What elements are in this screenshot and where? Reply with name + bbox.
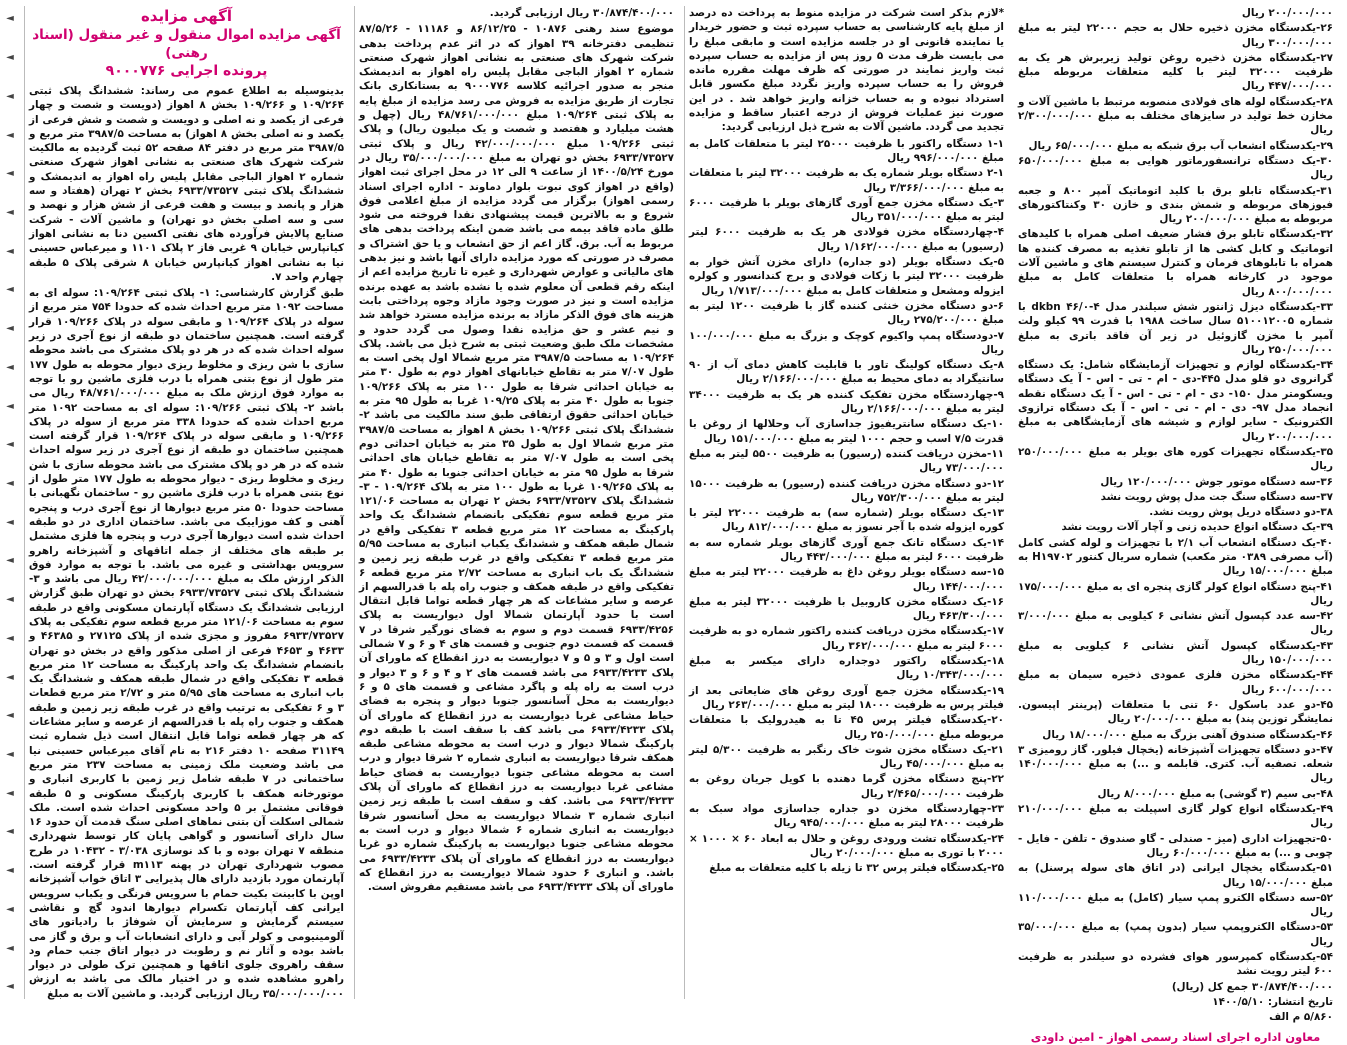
list-item: ۷-دودستگاه پمپ واکیوم کوچک و بزرگ به مبلغ ۱۰۰/۰۰۰/۰۰۰ ریال (689, 329, 1004, 356)
case-number: پرونده اجرایی ۹۰۰۰۷۷۶ (105, 63, 268, 79)
arrow-left-icon: ◄ (6, 90, 14, 102)
list-item: ۱۱-مخزن دریافت کننده (رسیور) به ظرفیت ۵۵۰۰ لیتر به مبلغ ۷۳/۰۰۰/۰۰۰ ریال (689, 447, 1004, 475)
list-item: ۲۵-یکدستگاه فیلتر پرس ۳۲ تا زیله با کلیه متعلقات به مبلغ (709, 862, 1004, 875)
list-item: ۲۰۰/۰۰۰/۰۰۰ ریال (1241, 7, 1333, 19)
list-item: ۳۳-یکدستگاه دیزل ژانتور شش سیلندر مدل dkbn ۴۶/۰-۴ با شماره ۵۱۰۰۱۲۰۰۵ سال ساخت ۱۹۸۸ با قدرت ۹۹ کیلو ولت آمپر با مخزن گازوئیل در زیر آن فاقد باتری به مبلغ ۲۵۰/۰۰۰/۰۰۰ ریال (1018, 300, 1334, 356)
list-item: ۴۸-بی سیم (۳ گوشی) به مبلغ ۸/۰۰۰/۰۰۰ ریال (1097, 787, 1333, 800)
machinery-list-1 (689, 137, 1004, 876)
arrow-left-icon: ◄ (6, 52, 14, 64)
list-item: ۵۱-یکدستگاه یخچال ایرانی (در اتاق های سوله پرسنل) به مبلغ ۱۵/۰۰۰/۰۰۰ ریال (1018, 862, 1333, 889)
column-2 (354, 6, 678, 999)
list-item: ۱۶-یک دستگاه مخزن کاروبیل با ظرفیت ۳۲۰۰۰ لیتر به مبلغ ۴۶۳/۳۰۰/۰۰۰ ریال (689, 595, 1004, 623)
arrow-left-icon: ◄ (6, 129, 14, 141)
arrow-left-icon: ◄ (6, 516, 14, 528)
list-item: ۳۸-دو دستگاه دریل پوش رویت نشد. (1149, 506, 1333, 519)
list-item: ۲۴-یکدستگاه تشت ورودی روغن و حلال به ابعاد ۶۰ × ۱۰۰۰ × ۲۰۰۰ با توری به مبلغ ۲۰/۰۰۰/۰۰۰ ریال (689, 832, 1004, 859)
signature-line: معاون اداره اجرای اسناد رسمی اهواز - امین داودی (1030, 1030, 1321, 1045)
column-4 (1014, 6, 1337, 1045)
arrow-left-icon: ◄ (6, 826, 14, 838)
list-item: ۲۱-یک دستگاه مخزن شوت خاک رنگبر به ظرفیت ۵/۳۰۰ لیتر به مبلغ ۴۵/۰۰۰/۰۰۰ ریال (689, 743, 1005, 771)
list-item: ۲۶-یکدستگاه مخزن ذخیره حلال به حجم ۲۲۰۰۰ لیتر به مبلغ ۳۰۰/۰۰۰/۰۰۰ ریال (1018, 22, 1334, 49)
list-item: ۱۴-یک دستگاه تانک جمع آوری گازهای بویلر شماره سه به ظرفیت ۶۰۰۰ لیتر به مبلغ ۴۴۳/۰۰۰/۰۰۰ ریال (689, 536, 1004, 563)
list-item: ۱۰-یک دستگاه سانتریفیوژ جداسازی آب وحلالها از روغن با قدرت ۷/۵ اسب و حجم ۱۰۰۰ لیتر به مبلغ ۱۵۱/۰۰۰/۰۰۰ ریال (689, 418, 1004, 445)
list-item: ۲۷-یکدستگاه مخزن ذخیره روغن تولید زیربرش هر یک به ظرفیت ۳۲۰۰۰ لیتر با کلیه متعلقات مربوطه مبلغ ۴۴۷/۰۰۰/۰۰۰ ریال (1018, 51, 1333, 93)
list-item: ۶-دو دستگاه مخزن خنثی کننده گاز با ظرفیت ۱۲۰۰ لیتر به مبلغ ۲۷۵/۲۰۰/۰۰۰ ریال (689, 299, 1004, 327)
notice-title: آگهی مزایده (140, 7, 233, 25)
arrow-left-icon: ◄ (6, 981, 14, 993)
list-item: ۸-یک دستگاه کولینگ تاور با قابلیت کاهش دمای آب از ۹۰ سانتیگراد به دمای محیط به مبلغ ۲/۱۶۶/۰۰۰/۰۰۰ ریال (689, 359, 1004, 386)
arrow-left-icon: ◄ (6, 710, 14, 722)
column-3 (684, 6, 1008, 999)
list-item: ۹-چهاردستگاه مخزن تفکیک کننده هر یک به ظرفیت ۳۴۰۰۰ لیتر به مبلغ ۲/۱۶۶/۰۰۰/۰۰۰ ریال (689, 388, 1004, 416)
list-item: ۴۵-دو عدد باسکول ۶۰ تنی با متعلقات (پرینتر اپیسون. نمایشگر توزین پند) به مبلغ ۲۰/۰۰۰/۰۰۰ ریال (1018, 698, 1333, 726)
list-item: ۴۶-یکدستگاه صندوق آهنی بزرگ به مبلغ ۱۸/۰۰۰/۰۰۰ ریال (1042, 728, 1333, 741)
list-item: ۵-یک دستگاه بویلر (دو جداره) دارای مخزن آتش خوار به ظرفیت ۳۲۰۰۰ لیتر با زکات فولادی و برج کندانسور و کولره ایزوله ومشعل و متعلقات کامل به مبلغ ۱/۷۱۳/۰۰۰/۰۰۰ ریال (689, 256, 1004, 297)
arrow-left-icon: ◄ (6, 903, 14, 915)
list-item: ۲۳-چهاردستگاه مخزن دو جداره جداسازی مواد سبک به ظرفیت ۲۸۰۰۰ لیتر به مبلغ ۹۴۵/۰۰۰/۰۰۰ ریال (689, 803, 1004, 830)
arrow-left-icon: ◄ (6, 749, 14, 761)
list-item: ۳۰-یک دستگاه ترانسفورماتور هوایی به مبلغ ۶۵۰/۰۰۰/۰۰۰ ریال (1018, 154, 1333, 182)
arrow-left-icon: ◄ (6, 632, 14, 644)
list-item: ۱۵-سه دستگاه بویلر روغن داغ به ظرفیت ۲۲۰۰۰ لیتر به مبلغ ۱۴۴/۰۰۰/۰۰۰ ریال (689, 566, 1004, 593)
arrow-left-icon: ◄ (6, 865, 14, 877)
list-item: ۳۱-یکدستگاه تابلو برق با کلید اتوماتیک آمپر ۸۰۰ و جعبه فیوزهای مربوطه و شمش بندی و خازن ۳۰ وکنتاکتورهای مربوطه به مبلغ ۲۰۰/۰۰۰/۰۰۰ ریال (1018, 184, 1333, 226)
list-item: ۴۴-یکدستگاه مخزن فلزی عمودی ذخیره سیمان به مبلغ ۶۰۰/۰۰۰/۰۰۰ ریال (1018, 669, 1333, 696)
arrow-left-icon: ◄ (6, 245, 14, 257)
arrow-left-icon: ◄ (6, 555, 14, 567)
binding-gutter (2, 0, 18, 1007)
arrow-left-icon: ◄ (6, 439, 14, 451)
arrow-left-icon: ◄ (6, 13, 14, 25)
list-item: ۳۴-یکدستگاه لوازم و تجهیزات آزمایشگاه شامل: یک دستگاه گرانروی دو قلو مدل ۴۴۵-دی - ام - تی - اس - آ یک دستگاه ویسکومتر مدل ۱۵۰- دی - ام - تی - اس - آ یک دستگاه نقطه انجماد مدل ۹۷- دی - ام - تی - اس - آ یک دستگاه ترازوی الکترونیک - سایر لوازم و شیشه های آزمایشگاهی به مبلغ ۲۰۰/۰۰۰/۰۰۰ ریال (1018, 359, 1334, 443)
arrow-left-icon: ◄ (6, 361, 14, 373)
arrow-left-icon: ◄ (6, 477, 14, 489)
list-item: ۳۶-سه دستگاه موتور جوش ۱۲۰/۰۰۰/۰۰۰ ریال (1100, 475, 1333, 488)
paragraph: موضوع سند رهنی ۱۰۸۷۶ - ۸۶/۱۲/۲۵ و ۱۱۱۸۶ - ۸۷/۵/۲۶ تنظیمی دفترخانه ۳۹ اهواز که در اثر عدم پرداخت بدهی شرکت شهرک های صنعتی به نشانی اهواز شهرک صنعتی شماره ۲ اهواز الباجی مقابل پلیس راه اهواز به اندیمشک منجر به صدور اجرائیه کلاسه ۹۰۰۰۷۷۶ به بستانکاری بانک تجارت از طریق مزایده به فروش می رسد مزایده از مبلغ پایه به پلاک ثبتی ۱۰۹/۲۶۴ مبلغ ۴۸/۷۶۱/۰۰۰/۰۰۰ ریال (چهل و هشت میلیارد و هفتصد و شصت و یک میلیون ریال) و پلاک ثبتی ۱۰۹/۲۶۶ مبلغ ۴۲/۰۰۰/۰۰۰/۰۰۰ ریال و پلاک ثبتی ۶۹۳۳/۷۳۵۲۷ بخش دو تهران به مبلغ ۳۵/۰۰۰/۰۰۰/۰۰۰ ریال در مورخ ۱۴۰۰/۵/۲۴ از ساعت ۹ الی ۱۲ در محل اجرای ثبت اهواز (واقع در اهواز کوی نبوت بلوار دماوند - اداره اجرای اسناد رسمی اهواز) برگزار می گردد مزایده از مبلغ اعلامی فوق شروع و به بالاترین قیمت پیشنهادی نقدا فروخته می شود طلق ماده فاقد بیمه می باشد ضمن اینکه پرداخت بدهی های مربوط به آب. برق. گاز اعم از حق انشعاب و یا حق اشتراک و مصرف در صورتی که مورد مزایده دارای آنها باشد و نیز بدهی های مالیاتی و عوارض شهرداری و غیره تا تاریخ مزایده اعم از اینکه رقم قطعی آن معلوم شده یا نشده باشد به عهده برنده مزایده است و نیز در صورت وجود مازاد وجوه پرداختی بابت هزینه های فوق الذکر مازاد به برنده مزایده مسترد خواهد شد و نیم عشر و حق مزایده نقدا وصول می گردد حدود و مشخصات ملک طبق وضعیت ثبتی به شرح ذیل می باشد. پلاک ۱۰۹/۲۶۴ به مساحت ۳۹۸۷/۵ متر مربع شمالا اول پخی است به طول ۷/۰۷ متر به تقاطع خیابانهای اهواز دوم به طول ۳۰ متر به خیابان احداثی شرقا به طول ۱۰۰ متر به پلاک ۱۰۹/۲۶۶ جنوبا به طول ۴۰ متر به پلاک ۱۰۹/۲۵ غربا به طول ۹۵ متر به خیابان احداثی حقوق ارتفاقی طبق سند مالکیت می باشد ۲- ششدانگ پلاک ثبتی ۱۰۹/۲۶۶ بخش ۸ اهواز به مساحت ۳۹۸۷/۵ متر مربع شمالا اول به طول ۳۵ متر به خیابان احداثی دوم پخی است به طول ۷/۰۷ متر به تقاطع خیابان های احداثی شرقا به طول ۹۵ متر به خیابان احداثی جنوبا به طول ۴۰ متر به پلاک ۱۰۹/۲۶۵ غربا به طول ۱۰۰ متر به پلاک ۱۰۹/۲۶۴ - ۳- ششدانگ پلاک ۶۹۳۳/۷۳۵۲۷ بخش ۲ تهران به مساحت ۱۲۱/۰۶ متر مربع قطعه سوم تفکیکی بانضمام ششدانگ یک واحد پارکینگ به مساحت ۱۲ متر مربع قطعه ۳ تفکیکی واقع در شمال طبقه همکف و ششدانگ یکباب انباری به مساحت ۵/۹۵ متر مربع قطعه ۳ تفکیکی واقع در غرب طبقه زیر زمین و ششدانگ یک باب انباری به مساحت ۲/۷۲ متر مربع قطعه ۶ تفکیکی واقع در طبقه همکف و جنوب راه پله با قدرالسهم از عرصه و سایر مشاعات که هر چهار قطعه تواما قابل انتقال است با حدود آپارتمان شمالا اول دیواریست به پلاک ۶۹۳۳/۴۲۵۶ قسمت دوم و سوم به فضای نورگیر شرقا در ۷ قسمت که قسمت دوم جنوبی و قسمت های ۴ و ۶ و ۷ شمالی است اول و ۳ و ۵ و ۷ دیواریست به درز انقطاع که ماورای آن پلاک ۶۹۳۳/۴۲۳۳ می باشد قسمت های ۲ و ۴ و ۶ و ۳ دیوار و درب است به راه پله و پاگرد مشاعی و قسمت های ۵ و ۶ دیواریست به محل آسانسور جنوبا دیوار و پنجره به فضای حیاط مشاعی غربا دیواریست به درز انقطاع که ماورای آن پلاک ۶۹۳۳/۴۲۳۳ می باشد کف با سقف است با طبقه دوم پارکینگ شمالا دیوار و درب است به محوطه مشاعی طبقه همکف شرقا دیواریست به انباری شماره ۲ شرقا دیوار و درب است به محوطه مشاعی جنوبا دیواریست به فضای حیاط مشاعی غربا دیواریست به درز انقطاع که ماورای آن پلاک ۶۹۳۳/۴۲۳۳ می باشد. کف و سقف است با طبقه زیر زمین انباری شماره ۳ شمالا دیواریست به محل آسانسور شرقا دیواریست به انباری شماره ۶ شمالا دیوار و درب است به محوطه مشاعی جنوبا دیواریست به پارکینگ شماره دو غربا دیواریست به درز انقطاع که ماورای آن پلاک ۶۹۳۳/۴۲۳۳ می باشد. و انباری ۶ حدود شمالا دیواریست به درز انقطاع که ماورای آن پلاک ۶۹۳۳/۴۲۳۳ می باشد مستقیم مفروش است. (359, 23, 675, 894)
arrow-left-icon: ◄ (6, 206, 14, 218)
list-item: ۵۲-سه دستگاه الکترو پمپ سیار (کامل) به مبلغ ۱۱۰/۰۰۰/۰۰۰ ریال (1018, 891, 1333, 919)
list-item: ۳۹-یک دستگاه انواع حدیده زنی و آچار آلات رویت نشد (1061, 521, 1333, 534)
list-item: ۳-یک دستگاه مخزن جمع آوری گازهای بویلر با ظرفیت ۶۰۰۰ لیتر به مبلغ ۳۵۱/۰۰۰/۰۰۰ ریال (689, 196, 1004, 224)
arrow-left-icon: ◄ (6, 168, 14, 180)
paragraph: ۳۰/۸۷۴/۴۰۰/۰۰۰ ریال ارزیابی گردید. (489, 7, 674, 19)
arrow-left-icon: ◄ (6, 323, 14, 335)
list-item: ۲-۱ دستگاه بویلر شماره یک به ظرفیت ۳۲۰۰۰ لیتر با متعلقات به مبلغ ۳/۳۶۶/۰۰۰/۰۰۰ ریال (689, 167, 1004, 194)
list-item: ۳۷-سه دستگاه سنگ جت مدل پوش رویت نشد (1100, 490, 1333, 503)
column-1 (24, 6, 348, 999)
list-item: ۴-چهاردستگاه مخزن فولادی هر یک به ظرفیت ۶۰۰۰ لیتر (رسیور) به مبلغ ۱/۱۶۲/۰۰۰/۰۰۰ ریال (689, 226, 1005, 253)
list-item: ۴۹-یکدستگاه انواع کولر گازی اسپیلت به مبلغ ۲۱۰/۰۰۰/۰۰۰ ریال (1018, 803, 1333, 830)
list-item: ۳۲-یکدستگاه تابلو برق فشار ضعیف اصلی همراه با کلیدهای اتوماتیک و کابل کشی ها از تابلو تغذیه به مصرف کننده ها همراه با تابلوهای فرمان و کنترل سیستم های و ماشین آلات موجود در کارخانه همراه با متعلقات کامل به مبلغ ۸۰۰/۰۰۰/۰۰۰ ریال (1018, 228, 1333, 298)
list-item: ۵۰-تجهیزات اداری (میز - صندلی - گاو صندوق - تلفن - فایل - چوبی و ...) به مبلغ ۶۰/۰۰۰/۰۰۰ ریال (1018, 832, 1333, 859)
list-item: ۱۳-یک دستگاه بویلر (شماره سه) به ظرفیت ۲۲۰۰۰ لیتر با کوره ایزوله شده با آجر نسوز به مبلغ ۸۱۲/۰۰۰/۰۰۰ ریال (689, 507, 1004, 534)
list-item: ۱۸-یکدستگاه راکتور دوجداره دارای میکسر به مبلغ ۱۰/۳۴۳/۰۰۰/۰۰۰ ریال (689, 655, 1004, 682)
list-item: ۵۴-یکدستگاه کمپرسور هوای فشرده دو سیلندر به ظرفیت ۶۰۰ لیتر رویت نشد (1018, 951, 1333, 978)
machinery-list-2 (1018, 6, 1333, 979)
list-item: ۱-۱ دستگاه راکتور با ظرفیت ۲۵۰۰۰ لیتر با متعلقات کامل به مبلغ ۹۹۶/۰۰۰/۰۰۰ ریال (689, 137, 1004, 164)
publish-date: تاریخ انتشار: ۱۴۰۰/۵/۱۰ (1212, 995, 1333, 1008)
arrow-left-icon: ◄ (6, 400, 14, 412)
list-item: ۲۹-یکدستگاه انشعاب آب برق شبکه به مبلغ ۶۵/۰۰۰/۰۰۰ ریال (1028, 139, 1333, 152)
arrow-left-icon: ◄ (6, 284, 14, 296)
list-item: ۴۰-یک دستگاه انشعاب آب ۲/۱ با تجهیزات و لوله کشی کامل (آب مصرفی ۰۳۸۹ متر مکعب) شماره سریال کنتور H۱۹۷۰۲ به مبلغ ۱۵/۰۰۰/۰۰۰ ریال (1018, 536, 1333, 578)
list-item: ۱۲-دو دستگاه مخزن دریافت کننده (رسیور) به ظرفیت ۱۵۰۰۰ لیتر به مبلغ ۷۵۲/۳۰۰/۰۰۰ ریال (689, 477, 1004, 504)
reference-number: ۵/۸۶۰ م الف (1269, 1011, 1333, 1024)
list-item: ۱۹-یکدستگاه مخزن جمع آوری روغن های ضایعاتی بعد از فیلتر پرس به ظرفیت ۱۸۰۰۰ لیتر به مبلغ ۲۶۳/۰۰۰/۰۰۰ ریال (689, 684, 1004, 711)
arrow-left-icon: ◄ (6, 594, 14, 606)
notice-header (29, 6, 344, 80)
paragraph: بدینوسیله به اطلاع عموم می رساند: ششدانگ پلاک ثبتی ۱۰۹/۲۶۴ و ۱۰۹/۲۶۶ بخش ۸ اهواز (دویست و شصت و چهار فرعی از یکصد و نه اصلی و دویست و شصت و شش فرعی از یکصد و نه اصلی بخش ۸ اهواز) به مساحت ۳۹۸۷/۵ متر مربع و ۳۹۸۷/۵ متر مربع در دفتر ۸۴ صفحه ۵۲ ثبت گردیده به مالکیت شرکت شهرک های صنعتی به نشانی اهواز شهرک صنعتی شماره ۲ اهواز الباجی مقابل پلیس راه اهواز به اندیمشک و ششدانگ پلاک ثبتی ۶۹۳۳/۷۳۵۲۷ بخش ۲ تهران (هفتاد و سه هزار و پانصد و بیست و هفت فرعی از شش هزار و نهصد و سی و سه اصلی بخش دو تهران) و ماشین آلات - شرکت صنایع پالایش فرآورده های نفتی اکسین دنا به نشانی اهواز کیانپارس خیابان ۹ غربی فاز ۲ پلاک ۱۱۰۱ و میرعباس حسینی نیا به نشانی اهواز کیانپارس خیابان ۸ شرقی پلاک ۵ طبقه چهارم واحد ۷. (29, 85, 345, 283)
list-item: ۴۱-پنج دستگاه انواع کولر گازی پنجره ای به مبلغ ۱۷۵/۰۰۰/۰۰۰ ریال (1018, 580, 1333, 607)
total-amount: ۳۰/۸۷۴/۴۰۰/۰۰۰ جمع کل (ریال) (1171, 980, 1333, 993)
list-item: ۴۷-دو دستگاه تجهیزات آشپزخانه (یخچال فیلور. گاز رومیزی ۳ شعله. تصفیه آب. کتری. قابلمه و ...) به مبلغ ۱۴۰/۰۰۰/۰۰۰ ریال (1018, 743, 1333, 785)
list-item: ۲۸-یکدستگاه لوله های فولادی منصوبه مرتبط با ماشین آلات و مخازن خط تولید در سایزهای مختلف به مبلغ ۲/۳۰۰/۰۰۰/۰۰۰ ریال (1018, 95, 1333, 137)
list-item: ۲۰-یکدستگاه فیلتر پرس ۴۵ تا به هیدرولیک با متعلقات مربوطه مبلغ ۲۵۰/۰۰۰/۰۰۰ ریال (689, 714, 1005, 741)
list-item: ۴۲-سه عدد کپسول آتش نشانی ۶ کیلویی به مبلغ ۳/۰۰۰/۰۰۰ ریال (1018, 610, 1333, 637)
list-item: ۱۷-یکدستگاه مخزن دریافت کننده راکتور شماره دو به ظرفیت ۶۰۰۰ لیتر به مبلغ ۳۶۲/۰۰۰/۰۰۰ ریال (689, 625, 1004, 652)
paragraph: *لازم بذکر است شرکت در مزایده منوط به پرداخت ده درصد از مبلغ پایه کارشناسی به حساب سپرده ثبت و حضور خریدار یا نماینده قانونی او در جلسه مزایده است و مابقی مبلغ را می بایست ظرف مدت ۵ روز پس از مزایده به حساب سپرده ثبت واریز نمایند در صورتی که ظرف مهلت مقرره مانده فروش را به حساب سپرده واریز نگردد مبلغ مکسور قابل استرداد نبوده و به حساب خزانه واریز خواهد شد . در این صورت نیز عملیات فروش از درجه اعتبار ساقط و مزایده تجدید می گردد. ماشین آلات به شرح ذیل ارزیابی گردید: (689, 7, 1005, 134)
arrow-left-icon: ◄ (6, 787, 14, 799)
arrow-left-icon: ◄ (6, 671, 14, 683)
arrow-left-icon: ◄ (6, 942, 14, 954)
list-item: ۲۲-پنج دستگاه مخزن گرما دهنده با کویل جریان روغن به ظرفیت ۲/۴۶۵/۰۰۰/۰۰۰ ریال (689, 773, 1004, 800)
paragraph: طبق گزارش کارشناسی: ۱- پلاک ثبتی ۱۰۹/۲۶۴: سوله ای به مساحت ۱۰۹۲ متر مربع احداث شده که حدودا ۷۵۴ متر مربع از سوله در پلاک ۱۰۹/۲۶۴ و مابقی سوله در پلاک ۱۰۹/۲۶۶ قرار گرفته است. همچنین ساختمان دو طبقه از نوع آجری در زیر سوله احداث شده که در هر دو پلاک مشترک می باشد محوطه سازی با شن ریزی و مخلوط ریزی دیوار محوطه به طول ۱۷۷ متر طول از نوع بتنی همراه با درب فلزی ماشین رو با توجه به موارد فوق ارزش ملک به مبلغ ۴۸/۷۶۱/۰۰۰/۰۰۰ ریال می باشد ۲- پلاک ثبتی ۱۰۹/۲۶۶: سوله ای به مساحت ۱۰۹۲ متر مربع احداث شده که حدودا ۳۳۸ متر مربع از سوله در پلاک ۱۰۹/۲۶۶ و مابقی سوله در پلاک ۱۰۹/۲۶۴ قرار گرفته است همچنین ساختمان دو طبقه از نوع آجری در زیر سوله احداث شده که در هر دو پلاک مشترک می باشد محوطه سازی با شن ریزی و مخلوط ریزی - دیوار محوطه به طول ۱۷۷ متر طول از نوع بتنی همراه با درب فلزی ماشین رو - ساختمان نگهبانی با مساحت حدودا ۵۰ متر مربع دیوارها از نوع آجری درب و پنجره آهنی و کف موزاییک می باشد. ساختمان اداری در دو طبقه احداث شده است دیوارها آجری درب و پنجره ها فلزی مشتمل بر طبقه های مختلف از جمله اتاقهای و آشپزخانه راهرو سرویس بهداشتی و غیره می باشد. با توجه به موارد فوق الذکر ارزش ملک به مبلغ ۴۲/۰۰۰/۰۰۰/۰۰۰ ریال می باشد و ۳- ششدانگ پلاک ثبتی ۶۹۳۳/۷۳۵۲۷ بخش دو تهران طبق گزارش ارزیابی ششدانگ یک دستگاه آپارتمان مسکونی واقع در طبقه سوم به مساحت ۱۲۱/۰۶ متر مربع قطعه سوم تفکیکی به پلاک ۶۹۳۳/۷۳۵۲۷ مفروز و مجزی شده از پلاک ۲۷۱۲۵ و ۴۶۳۸۵ و ۴۶۳۳ و ۴۶۵۳ فرعی از اصلی مذکور واقع در بخش دو تهران بانضمام ششدانگ یک واحد پارکینگ به مساحت ۱۲ متر مربع قطعه ۳ تفکیکی واقع در شمال طبقه همکف و ششدانگ یک باب انباری به مساحت های ۵/۹۵ متر و ۲/۷۲ متر مربع قطعات ۳ و ۶ تفکیکی به ترتیب واقع در غرب طبقه زیر زمین و طبقه همکف و جنوب راه پله با قدرالسهم از عرصه و سایر مشاعات که هر چهار قطعه تواما قابل انتقال است ذیل شماره ثبت ۳۱۱۴۹ صفحه ۱۰ دفتر ۲۱۶ به نام آقای میرعباس حسینی نیا می باشد وضعیت ملک زمینی به مساحت ۲۳۷ متر مربع ساختمانی در ۷ طبقه شامل زیر زمین با کاربری انباری و موتورخانه همکف با کاربری پارکینگ مسکونی و ۵ طبقه فوقانی مشتمل بر ۵ واحد مسکونی احداث شده است. ملک شمالی اسکلت آن بتنی نماهای اصلی سنگ قدمت آن حدود ۱۶ سال دارای آسانسور و گواهی پایان کار توسط شهرداری منطقه ۷ تهران بوده و با کد نوسازی ۳/۰۳۸ - ۱۰۴۳۲ در طرح مصوب شهرداری تهران در پهنه m۱۱۳ قرار گرفته است. آپارتمان مورد بازدید دارای هال پذیرایی ۳ اتاق خواب آشپزخانه اوپن با کابینت بکیت حمام با سرویس فرنگی و یکباب سرویس ایرانی کف آپارتمان تکسرام دیوارها اندود گچ و نقاشی سیستم گرمایش و سرمایش آن شوفاژ با رادیاتور های آلومینیومی و کولر آبی و دارای انشعابات آب و برق و گاز می باشد بوده و آثار نم و رطوبت در دیوار اتاق جنب حمام ود سقف راهروی جلوی اتاقها و همچنین ترک طولی در دیوار راهرو مشاهده شده و در اختیار مالک می باشد به ارزش ۳۵/۰۰۰/۰۰۰/۰۰۰ ریال ارزیابی گردید. و ماشین آلات به مبلغ (29, 287, 345, 1000)
list-item: ۴۳-یکدستگاه کپسول آتش نشانی ۶ کیلویی به مبلغ ۱۵۰/۰۰۰/۰۰۰ ریال (1018, 639, 1333, 667)
list-item: ۵۳-دستگاه الکتروپمپ سیار (بدون پمپ) به مبلغ ۳۵/۰۰۰/۰۰۰ ریال (1018, 921, 1333, 948)
notice-subtitle: آگهی مزایده اموال منقول و غیر منقول (اسناد رهنی) (32, 27, 341, 61)
list-item: ۳۵-یکدستگاه تجهیزات کوره های بویلر به مبلغ ۲۵۰/۰۰۰/۰۰۰ ریال (1018, 445, 1333, 473)
